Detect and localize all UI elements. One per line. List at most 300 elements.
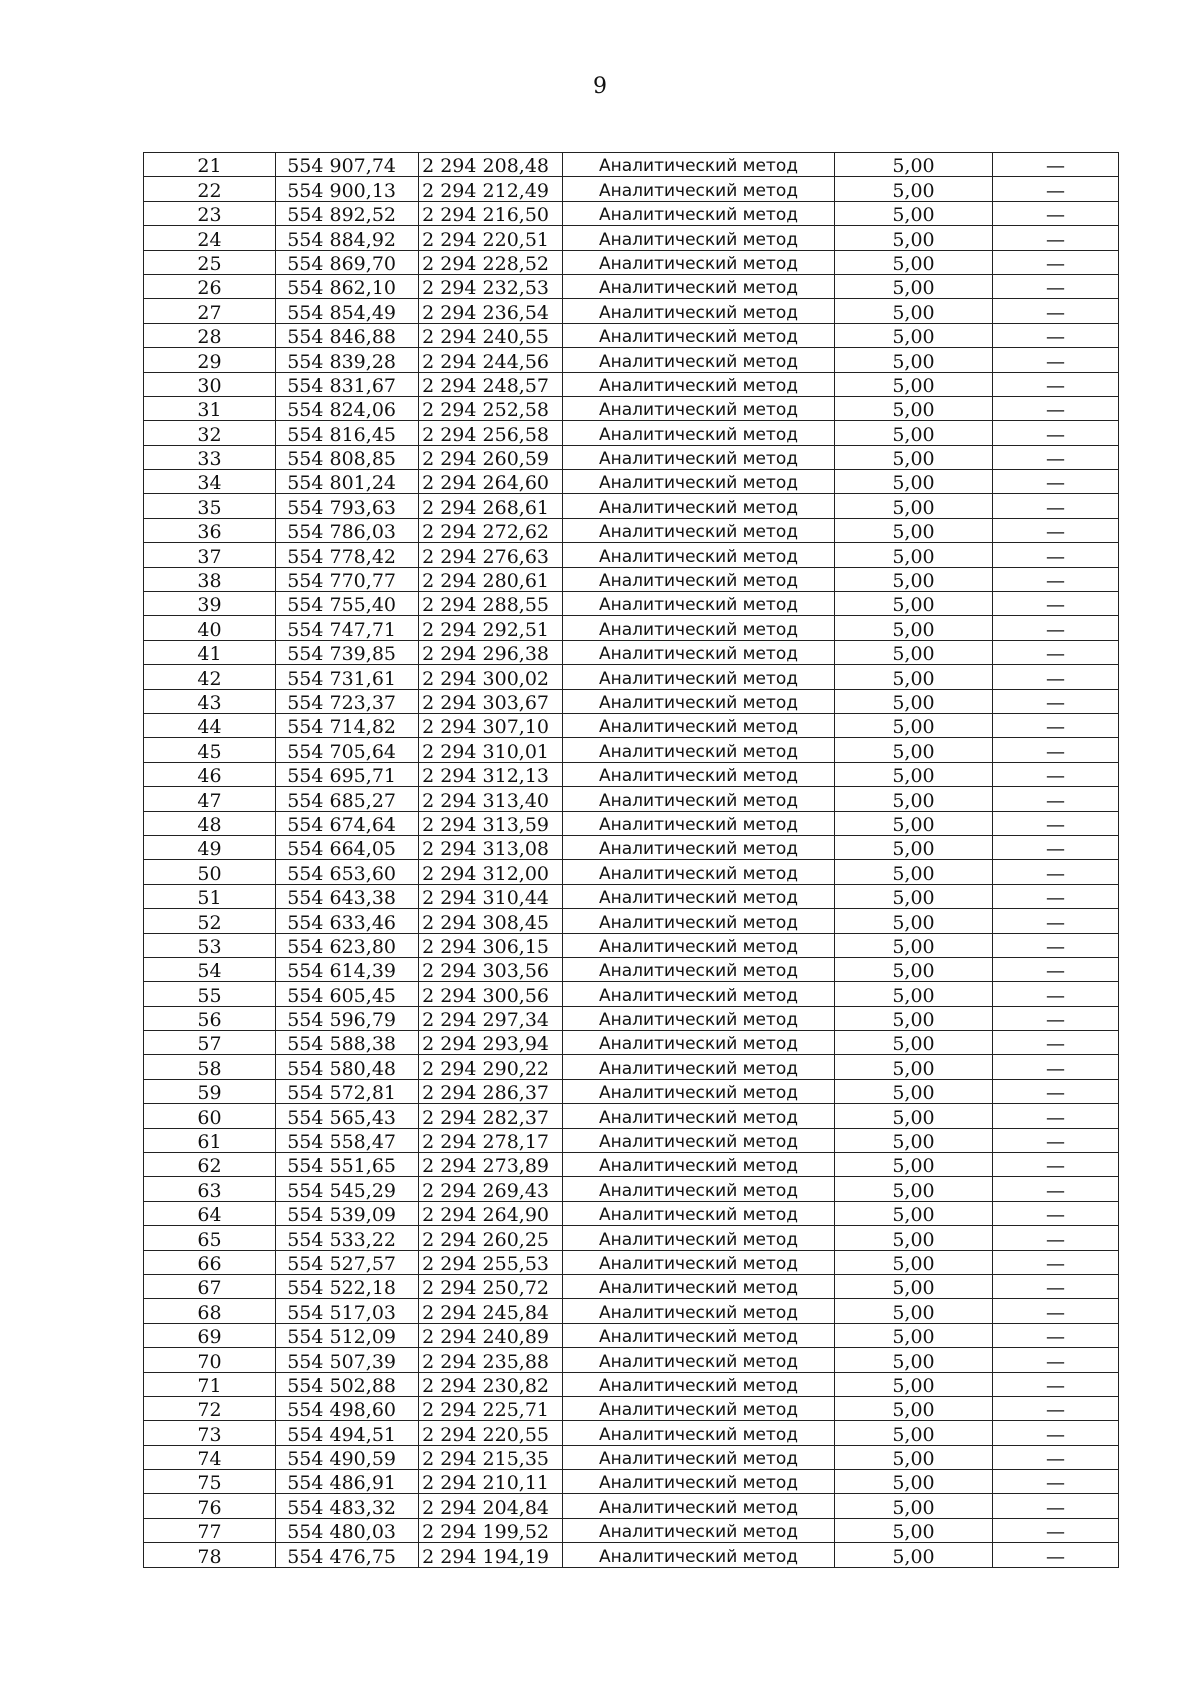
- table-row: [144, 909, 1119, 933]
- accuracy-cell: 5,00: [835, 445, 993, 469]
- y-coordinate-cell: 2 294 215,35: [419, 1445, 563, 1469]
- description-cell: —: [993, 1323, 1119, 1347]
- point-number-cell: 40: [144, 616, 276, 640]
- table-row: [144, 811, 1119, 835]
- point-number-cell: 44: [144, 713, 276, 737]
- y-coordinate-cell: 2 294 232,53: [419, 274, 563, 298]
- description-cell: —: [993, 470, 1119, 494]
- point-number-cell: 30: [144, 372, 276, 396]
- method-cell: Аналитический метод: [563, 494, 835, 518]
- y-coordinate-cell: 2 294 288,55: [419, 592, 563, 616]
- table-row: [144, 1201, 1119, 1225]
- description-cell: —: [993, 1518, 1119, 1542]
- point-number-cell: 41: [144, 640, 276, 664]
- method-cell: Аналитический метод: [563, 1079, 835, 1103]
- description-cell: —: [993, 1470, 1119, 1494]
- point-number-cell: 43: [144, 689, 276, 713]
- x-coordinate-cell: 554 816,45: [276, 421, 419, 445]
- description-cell: —: [993, 1153, 1119, 1177]
- x-coordinate-cell: 554 770,77: [276, 567, 419, 591]
- point-number-cell: 24: [144, 226, 276, 250]
- y-coordinate-cell: 2 294 236,54: [419, 299, 563, 323]
- x-coordinate-cell: 554 512,09: [276, 1323, 419, 1347]
- description-cell: —: [993, 153, 1119, 177]
- description-cell: —: [993, 640, 1119, 664]
- table-row: [144, 543, 1119, 567]
- point-number-cell: 25: [144, 250, 276, 274]
- description-cell: —: [993, 1177, 1119, 1201]
- accuracy-cell: 5,00: [835, 982, 993, 1006]
- y-coordinate-cell: 2 294 293,94: [419, 1031, 563, 1055]
- description-cell: —: [993, 982, 1119, 1006]
- accuracy-cell: 5,00: [835, 177, 993, 201]
- accuracy-cell: 5,00: [835, 1055, 993, 1079]
- coordinates-table: [143, 152, 1119, 1568]
- accuracy-cell: 5,00: [835, 518, 993, 542]
- description-cell: —: [993, 1006, 1119, 1030]
- x-coordinate-cell: 554 490,59: [276, 1445, 419, 1469]
- point-number-cell: 26: [144, 274, 276, 298]
- y-coordinate-cell: 2 294 244,56: [419, 348, 563, 372]
- point-number-cell: 59: [144, 1079, 276, 1103]
- method-cell: Аналитический метод: [563, 226, 835, 250]
- table-row: [144, 445, 1119, 469]
- accuracy-cell: 5,00: [835, 640, 993, 664]
- point-number-cell: 23: [144, 201, 276, 225]
- table-row: [144, 518, 1119, 542]
- table-row: [144, 372, 1119, 396]
- page-number: 9: [593, 74, 607, 99]
- x-coordinate-cell: 554 545,29: [276, 1177, 419, 1201]
- accuracy-cell: 5,00: [835, 616, 993, 640]
- x-coordinate-cell: 554 522,18: [276, 1274, 419, 1298]
- y-coordinate-cell: 2 294 307,10: [419, 713, 563, 737]
- x-coordinate-cell: 554 664,05: [276, 835, 419, 859]
- method-cell: Аналитический метод: [563, 153, 835, 177]
- y-coordinate-cell: 2 294 216,50: [419, 201, 563, 225]
- point-number-cell: 62: [144, 1153, 276, 1177]
- description-cell: —: [993, 201, 1119, 225]
- y-coordinate-cell: 2 294 300,02: [419, 665, 563, 689]
- method-cell: Аналитический метод: [563, 1226, 835, 1250]
- point-number-cell: 76: [144, 1494, 276, 1518]
- method-cell: Аналитический метод: [563, 1006, 835, 1030]
- method-cell: Аналитический метод: [563, 323, 835, 347]
- point-number-cell: 27: [144, 299, 276, 323]
- point-number-cell: 54: [144, 957, 276, 981]
- accuracy-cell: 5,00: [835, 1299, 993, 1323]
- point-number-cell: 29: [144, 348, 276, 372]
- x-coordinate-cell: 554 900,13: [276, 177, 419, 201]
- y-coordinate-cell: 2 294 310,44: [419, 884, 563, 908]
- x-coordinate-cell: 554 572,81: [276, 1079, 419, 1103]
- table-row: [144, 592, 1119, 616]
- table-row: [144, 177, 1119, 201]
- x-coordinate-cell: 554 907,74: [276, 153, 419, 177]
- y-coordinate-cell: 2 294 303,67: [419, 689, 563, 713]
- description-cell: —: [993, 274, 1119, 298]
- method-cell: Аналитический метод: [563, 567, 835, 591]
- method-cell: Аналитический метод: [563, 811, 835, 835]
- x-coordinate-cell: 554 614,39: [276, 957, 419, 981]
- y-coordinate-cell: 2 294 303,56: [419, 957, 563, 981]
- point-number-cell: 33: [144, 445, 276, 469]
- x-coordinate-cell: 554 498,60: [276, 1396, 419, 1420]
- accuracy-cell: 5,00: [835, 1226, 993, 1250]
- table-row: [144, 1153, 1119, 1177]
- table-row: [144, 1470, 1119, 1494]
- description-cell: —: [993, 299, 1119, 323]
- table-row: [144, 957, 1119, 981]
- x-coordinate-cell: 554 653,60: [276, 860, 419, 884]
- y-coordinate-cell: 2 294 212,49: [419, 177, 563, 201]
- table-row: [144, 1421, 1119, 1445]
- description-cell: —: [993, 567, 1119, 591]
- x-coordinate-cell: 554 884,92: [276, 226, 419, 250]
- x-coordinate-cell: 554 643,38: [276, 884, 419, 908]
- method-cell: Аналитический метод: [563, 1128, 835, 1152]
- x-coordinate-cell: 554 596,79: [276, 1006, 419, 1030]
- x-coordinate-cell: 554 747,71: [276, 616, 419, 640]
- description-cell: —: [993, 1250, 1119, 1274]
- description-cell: —: [993, 592, 1119, 616]
- accuracy-cell: 5,00: [835, 396, 993, 420]
- point-number-cell: 51: [144, 884, 276, 908]
- description-cell: —: [993, 1421, 1119, 1445]
- description-cell: —: [993, 811, 1119, 835]
- table-row: [144, 1494, 1119, 1518]
- x-coordinate-cell: 554 808,85: [276, 445, 419, 469]
- table-row: [144, 1031, 1119, 1055]
- point-number-cell: 47: [144, 787, 276, 811]
- method-cell: Аналитический метод: [563, 1274, 835, 1298]
- x-coordinate-cell: 554 502,88: [276, 1372, 419, 1396]
- method-cell: Аналитический метод: [563, 689, 835, 713]
- y-coordinate-cell: 2 294 264,90: [419, 1201, 563, 1225]
- y-coordinate-cell: 2 294 260,25: [419, 1226, 563, 1250]
- point-number-cell: 64: [144, 1201, 276, 1225]
- accuracy-cell: 5,00: [835, 1543, 993, 1567]
- table-row: [144, 1299, 1119, 1323]
- y-coordinate-cell: 2 294 260,59: [419, 445, 563, 469]
- table-row: [144, 1079, 1119, 1103]
- x-coordinate-cell: 554 623,80: [276, 933, 419, 957]
- accuracy-cell: 5,00: [835, 1104, 993, 1128]
- table-row: [144, 299, 1119, 323]
- description-cell: —: [993, 762, 1119, 786]
- y-coordinate-cell: 2 294 199,52: [419, 1518, 563, 1542]
- y-coordinate-cell: 2 294 313,08: [419, 835, 563, 859]
- y-coordinate-cell: 2 294 268,61: [419, 494, 563, 518]
- point-number-cell: 53: [144, 933, 276, 957]
- point-number-cell: 28: [144, 323, 276, 347]
- accuracy-cell: 5,00: [835, 665, 993, 689]
- description-cell: —: [993, 713, 1119, 737]
- accuracy-cell: 5,00: [835, 348, 993, 372]
- method-cell: Аналитический метод: [563, 1372, 835, 1396]
- accuracy-cell: 5,00: [835, 274, 993, 298]
- method-cell: Аналитический метод: [563, 884, 835, 908]
- y-coordinate-cell: 2 294 256,58: [419, 421, 563, 445]
- description-cell: —: [993, 348, 1119, 372]
- description-cell: —: [993, 445, 1119, 469]
- x-coordinate-cell: 554 831,67: [276, 372, 419, 396]
- description-cell: —: [993, 518, 1119, 542]
- description-cell: —: [993, 421, 1119, 445]
- accuracy-cell: 5,00: [835, 860, 993, 884]
- accuracy-cell: 5,00: [835, 1177, 993, 1201]
- description-cell: —: [993, 1396, 1119, 1420]
- accuracy-cell: 5,00: [835, 592, 993, 616]
- accuracy-cell: 5,00: [835, 1323, 993, 1347]
- y-coordinate-cell: 2 294 248,57: [419, 372, 563, 396]
- method-cell: Аналитический метод: [563, 738, 835, 762]
- accuracy-cell: 5,00: [835, 1445, 993, 1469]
- accuracy-cell: 5,00: [835, 738, 993, 762]
- description-cell: —: [993, 226, 1119, 250]
- point-number-cell: 22: [144, 177, 276, 201]
- point-number-cell: 35: [144, 494, 276, 518]
- point-number-cell: 55: [144, 982, 276, 1006]
- method-cell: Аналитический метод: [563, 470, 835, 494]
- description-cell: —: [993, 1348, 1119, 1372]
- table-row: [144, 738, 1119, 762]
- x-coordinate-cell: 554 494,51: [276, 1421, 419, 1445]
- y-coordinate-cell: 2 294 308,45: [419, 909, 563, 933]
- description-cell: —: [993, 1274, 1119, 1298]
- method-cell: Аналитический метод: [563, 1323, 835, 1347]
- point-number-cell: 69: [144, 1323, 276, 1347]
- method-cell: Аналитический метод: [563, 1031, 835, 1055]
- description-cell: —: [993, 1079, 1119, 1103]
- accuracy-cell: 5,00: [835, 689, 993, 713]
- description-cell: —: [993, 738, 1119, 762]
- point-number-cell: 56: [144, 1006, 276, 1030]
- table-row: [144, 713, 1119, 737]
- accuracy-cell: 5,00: [835, 299, 993, 323]
- table-row: [144, 226, 1119, 250]
- x-coordinate-cell: 554 539,09: [276, 1201, 419, 1225]
- accuracy-cell: 5,00: [835, 543, 993, 567]
- y-coordinate-cell: 2 294 282,37: [419, 1104, 563, 1128]
- method-cell: Аналитический метод: [563, 1104, 835, 1128]
- point-number-cell: 58: [144, 1055, 276, 1079]
- accuracy-cell: 5,00: [835, 153, 993, 177]
- y-coordinate-cell: 2 294 297,34: [419, 1006, 563, 1030]
- x-coordinate-cell: 554 480,03: [276, 1518, 419, 1542]
- description-cell: —: [993, 1299, 1119, 1323]
- table-row: [144, 1006, 1119, 1030]
- accuracy-cell: 5,00: [835, 1470, 993, 1494]
- y-coordinate-cell: 2 294 228,52: [419, 250, 563, 274]
- description-cell: —: [993, 689, 1119, 713]
- accuracy-cell: 5,00: [835, 1274, 993, 1298]
- description-cell: —: [993, 1104, 1119, 1128]
- description-cell: —: [993, 884, 1119, 908]
- description-cell: —: [993, 1543, 1119, 1567]
- accuracy-cell: 5,00: [835, 1031, 993, 1055]
- method-cell: Аналитический метод: [563, 1470, 835, 1494]
- method-cell: Аналитический метод: [563, 518, 835, 542]
- method-cell: Аналитический метод: [563, 957, 835, 981]
- y-coordinate-cell: 2 294 264,60: [419, 470, 563, 494]
- method-cell: Аналитический метод: [563, 1177, 835, 1201]
- point-number-cell: 71: [144, 1372, 276, 1396]
- description-cell: —: [993, 787, 1119, 811]
- table-row: [144, 274, 1119, 298]
- accuracy-cell: 5,00: [835, 787, 993, 811]
- table-row: [144, 1274, 1119, 1298]
- method-cell: Аналитический метод: [563, 274, 835, 298]
- x-coordinate-cell: 554 854,49: [276, 299, 419, 323]
- method-cell: Аналитический метод: [563, 396, 835, 420]
- table-row: [144, 1250, 1119, 1274]
- x-coordinate-cell: 554 633,46: [276, 909, 419, 933]
- point-number-cell: 52: [144, 909, 276, 933]
- method-cell: Аналитический метод: [563, 982, 835, 1006]
- y-coordinate-cell: 2 294 272,62: [419, 518, 563, 542]
- y-coordinate-cell: 2 294 220,51: [419, 226, 563, 250]
- x-coordinate-cell: 554 507,39: [276, 1348, 419, 1372]
- point-number-cell: 73: [144, 1421, 276, 1445]
- x-coordinate-cell: 554 605,45: [276, 982, 419, 1006]
- description-cell: —: [993, 543, 1119, 567]
- point-number-cell: 42: [144, 665, 276, 689]
- method-cell: Аналитический метод: [563, 640, 835, 664]
- table-row: [144, 494, 1119, 518]
- accuracy-cell: 5,00: [835, 1494, 993, 1518]
- method-cell: Аналитический метод: [563, 713, 835, 737]
- table-row: [144, 1323, 1119, 1347]
- method-cell: Аналитический метод: [563, 1518, 835, 1542]
- method-cell: Аналитический метод: [563, 909, 835, 933]
- method-cell: Аналитический метод: [563, 250, 835, 274]
- y-coordinate-cell: 2 294 296,38: [419, 640, 563, 664]
- accuracy-cell: 5,00: [835, 250, 993, 274]
- method-cell: Аналитический метод: [563, 787, 835, 811]
- accuracy-cell: 5,00: [835, 957, 993, 981]
- point-number-cell: 48: [144, 811, 276, 835]
- x-coordinate-cell: 554 705,64: [276, 738, 419, 762]
- accuracy-cell: 5,00: [835, 762, 993, 786]
- x-coordinate-cell: 554 755,40: [276, 592, 419, 616]
- y-coordinate-cell: 2 294 220,55: [419, 1421, 563, 1445]
- y-coordinate-cell: 2 294 312,13: [419, 762, 563, 786]
- accuracy-cell: 5,00: [835, 1128, 993, 1152]
- method-cell: Аналитический метод: [563, 1299, 835, 1323]
- point-number-cell: 60: [144, 1104, 276, 1128]
- table-row: [144, 933, 1119, 957]
- accuracy-cell: 5,00: [835, 1421, 993, 1445]
- y-coordinate-cell: 2 294 306,15: [419, 933, 563, 957]
- point-number-cell: 49: [144, 835, 276, 859]
- method-cell: Аналитический метод: [563, 421, 835, 445]
- method-cell: Аналитический метод: [563, 201, 835, 225]
- description-cell: —: [993, 372, 1119, 396]
- description-cell: —: [993, 835, 1119, 859]
- point-number-cell: 38: [144, 567, 276, 591]
- table-row: [144, 470, 1119, 494]
- table-row: [144, 1226, 1119, 1250]
- y-coordinate-cell: 2 294 286,37: [419, 1079, 563, 1103]
- description-cell: —: [993, 1055, 1119, 1079]
- x-coordinate-cell: 554 533,22: [276, 1226, 419, 1250]
- description-cell: —: [993, 616, 1119, 640]
- point-number-cell: 72: [144, 1396, 276, 1420]
- description-cell: —: [993, 396, 1119, 420]
- description-cell: —: [993, 665, 1119, 689]
- description-cell: —: [993, 1494, 1119, 1518]
- accuracy-cell: 5,00: [835, 933, 993, 957]
- point-number-cell: 45: [144, 738, 276, 762]
- table-row: [144, 1055, 1119, 1079]
- y-coordinate-cell: 2 294 240,89: [419, 1323, 563, 1347]
- table-row: [144, 787, 1119, 811]
- x-coordinate-cell: 554 588,38: [276, 1031, 419, 1055]
- accuracy-cell: 5,00: [835, 372, 993, 396]
- accuracy-cell: 5,00: [835, 1250, 993, 1274]
- y-coordinate-cell: 2 294 278,17: [419, 1128, 563, 1152]
- x-coordinate-cell: 554 580,48: [276, 1055, 419, 1079]
- description-cell: —: [993, 1031, 1119, 1055]
- method-cell: Аналитический метод: [563, 1494, 835, 1518]
- table-row: [144, 665, 1119, 689]
- accuracy-cell: 5,00: [835, 201, 993, 225]
- y-coordinate-cell: 2 294 204,84: [419, 1494, 563, 1518]
- table-row: [144, 762, 1119, 786]
- method-cell: Аналитический метод: [563, 1201, 835, 1225]
- accuracy-cell: 5,00: [835, 835, 993, 859]
- y-coordinate-cell: 2 294 300,56: [419, 982, 563, 1006]
- accuracy-cell: 5,00: [835, 884, 993, 908]
- point-number-cell: 67: [144, 1274, 276, 1298]
- description-cell: —: [993, 933, 1119, 957]
- y-coordinate-cell: 2 294 255,53: [419, 1250, 563, 1274]
- point-number-cell: 31: [144, 396, 276, 420]
- accuracy-cell: 5,00: [835, 323, 993, 347]
- method-cell: Аналитический метод: [563, 835, 835, 859]
- method-cell: Аналитический метод: [563, 933, 835, 957]
- description-cell: —: [993, 1201, 1119, 1225]
- table-row: [144, 250, 1119, 274]
- y-coordinate-cell: 2 294 310,01: [419, 738, 563, 762]
- description-cell: —: [993, 1226, 1119, 1250]
- accuracy-cell: 5,00: [835, 421, 993, 445]
- method-cell: Аналитический метод: [563, 665, 835, 689]
- table-row: [144, 323, 1119, 347]
- x-coordinate-cell: 554 714,82: [276, 713, 419, 737]
- accuracy-cell: 5,00: [835, 1518, 993, 1542]
- x-coordinate-cell: 554 731,61: [276, 665, 419, 689]
- accuracy-cell: 5,00: [835, 909, 993, 933]
- y-coordinate-cell: 2 294 312,00: [419, 860, 563, 884]
- y-coordinate-cell: 2 294 240,55: [419, 323, 563, 347]
- point-number-cell: 50: [144, 860, 276, 884]
- x-coordinate-cell: 554 486,91: [276, 1470, 419, 1494]
- method-cell: Аналитический метод: [563, 348, 835, 372]
- point-number-cell: 37: [144, 543, 276, 567]
- x-coordinate-cell: 554 674,64: [276, 811, 419, 835]
- description-cell: —: [993, 323, 1119, 347]
- description-cell: —: [993, 494, 1119, 518]
- description-cell: —: [993, 957, 1119, 981]
- point-number-cell: 70: [144, 1348, 276, 1372]
- accuracy-cell: 5,00: [835, 1372, 993, 1396]
- point-number-cell: 36: [144, 518, 276, 542]
- method-cell: Аналитический метод: [563, 1421, 835, 1445]
- point-number-cell: 21: [144, 153, 276, 177]
- accuracy-cell: 5,00: [835, 1079, 993, 1103]
